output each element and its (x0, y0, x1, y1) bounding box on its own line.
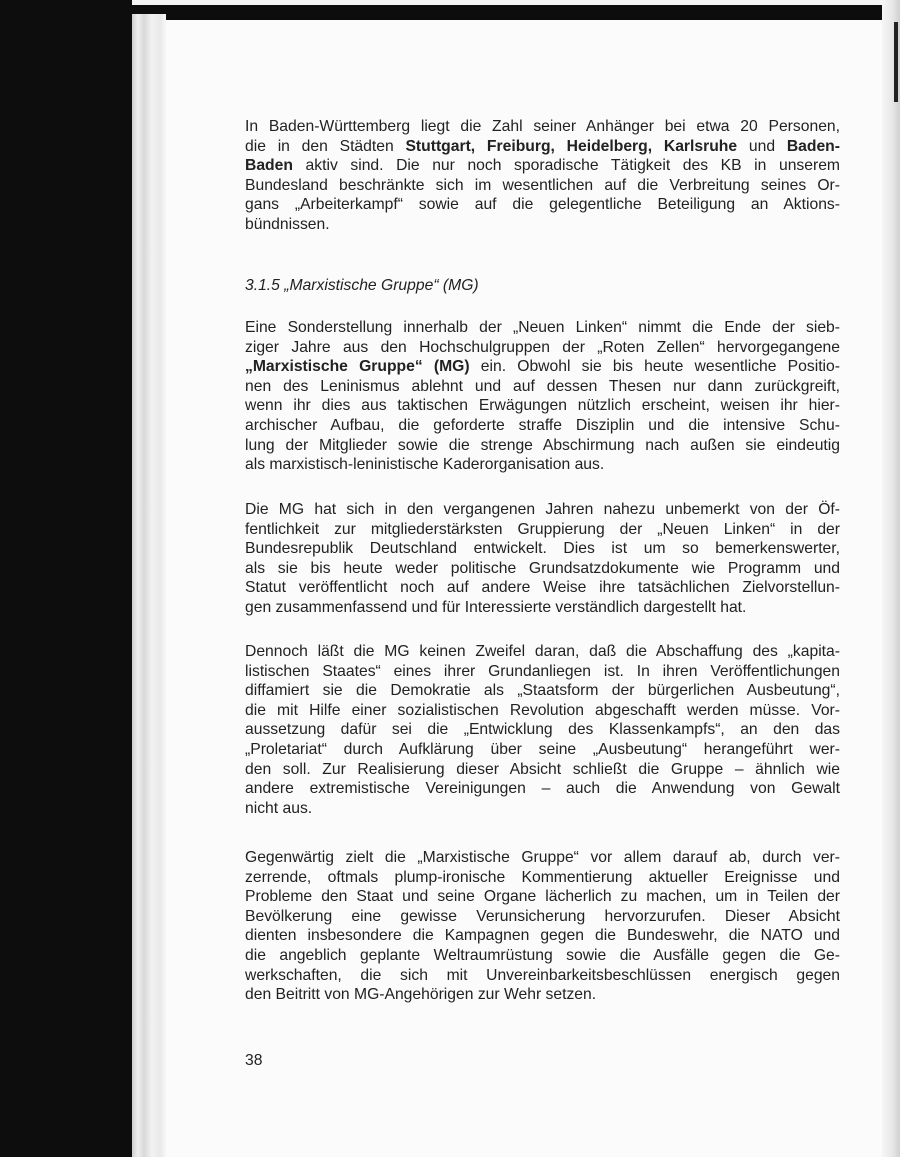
text-line: nicht aus. (245, 799, 313, 817)
paragraph-1 (245, 117, 840, 235)
page-stack-edge (132, 14, 166, 1157)
text-line: lung der Mitglieder sowie die strenge Abschirmung nach außen sie eindeutig (245, 436, 840, 454)
text-line: Eine Sonderstellung innerhalb der „Neuen Linken“ nimmt die Ende der sieb- (245, 319, 840, 336)
text-line: In Baden-Württemberg liegt die Zahl seiner Anhänger bei etwa 20 Personen, (245, 118, 840, 135)
text-line: werkschaften, die sich mit Unvereinbarkeitsbeschlüssen energisch gegen (245, 966, 840, 984)
scan-left-border (0, 0, 132, 1157)
text-line: Die MG hat sich in den vergangenen Jahren nahezu unbemerkt von der Öf- (245, 501, 840, 518)
text-line: bündnissen. (245, 215, 330, 233)
text-line: gans „Arbeiterkampf“ sowie auf die gelegentliche Beteiligung an Aktions- (245, 196, 840, 214)
text-line: die in den Städten Stuttgart, Freiburg, Heidelberg, Karlsruhe und Baden- (245, 137, 840, 155)
text-line: dienten insbesondere die Kampagnen gegen die Bundeswehr, die NATO und (245, 927, 840, 945)
text-line: Bevölkerung eine gewisse Verunsicherung hervorzurufen. Dieser Absicht (245, 907, 840, 925)
page-number: 38 (245, 1052, 263, 1069)
text-line: Bundesrepublik Deutschland entwickelt. Dies ist um so bemerkenswerter, (245, 540, 840, 558)
text-line: Baden aktiv sind. Die nur noch sporadische Tätigkeit des KB in unserem (245, 157, 840, 175)
section-heading: 3.1.5 „Marxistische Gruppe“ (MG) (245, 277, 479, 294)
text-line: gen zusammenfassend und für Interessierte verständlich dargestellt hat. (245, 598, 747, 616)
text-line: ziger Jahre aus den Hochschulgruppen der „Roten Zellen“ hervorgegangene (245, 338, 840, 356)
scan-right-mark (894, 22, 898, 102)
text-line: wenn ihr dies aus taktischen Erwägungen nützlich erscheint, weisen ihr hier- (245, 397, 840, 415)
paragraph-2 (245, 318, 840, 475)
text-line: den Beitritt von MG-Angehörigen zur Wehr setzen. (245, 986, 597, 1004)
text-line: aussetzung dafür sei die „Entwicklung des Klassenkampfs“, an den das (245, 721, 840, 739)
scan-right-border (882, 0, 900, 1157)
text-line: den soll. Zur Realisierung dieser Absicht schließt die Gruppe – ähnlich wie (245, 760, 840, 778)
text-line: Probleme den Staat und seine Organe lächerlich zu machen, um in Teilen der (245, 888, 840, 906)
text-line: die angeblich geplante Weltraumrüstung sowie die Ausfälle gegen die Ge- (245, 946, 840, 964)
text-line: Dennoch läßt die MG keinen Zweifel daran, daß die Abschaffung des „kapita- (245, 643, 840, 660)
text-line: die mit Hilfe einer sozialistischen Revolution abgeschafft werden müsse. Vor- (245, 701, 840, 719)
text-line: listischen Staates“ eines ihrer Grundanliegen ist. In ihren Veröffentlichungen (245, 662, 840, 680)
text-line: „Marxistische Gruppe“ (MG) ein. Obwohl sie bis heute wesentliche Positio- (245, 358, 840, 376)
paragraph-4 (245, 642, 840, 818)
text-line: fentlichkeit zur mitgliederstärksten Gruppierung der „Neuen Linken“ in der (245, 520, 840, 538)
text-line: diffamiert sie die Demokratie als „Staatsform der bürgerlichen Ausbeutung“, (245, 682, 840, 700)
paragraph-5 (245, 848, 840, 1005)
text-line: als marxistisch-leninistische Kaderorganisation aus. (245, 456, 605, 474)
text-line: Statut veröffentlicht noch auf andere Weise ihre tatsächlichen Zielvorstellun- (245, 579, 840, 597)
text-line: „Proletariat“ durch Aufklärung über seine „Ausbeutung“ herangeführt wer- (245, 740, 840, 758)
text-line: andere extremistische Vereinigungen – auch die Anwendung von Gewalt (245, 780, 840, 798)
text-line: Bundesland beschränkte sich im wesentlichen auf die Verbreitung seines Or- (245, 176, 840, 194)
text-line: archischer Aufbau, die geforderte straffe Disziplin und die intensive Schu- (245, 416, 840, 434)
text-line: Gegenwärtig zielt die „Marxistische Gruppe“ vor allem darauf ab, durch ver- (245, 849, 840, 866)
text-line: als sie bis heute weder politische Grundsatzdokumente wie Programm und (245, 559, 840, 577)
paragraph-3 (245, 500, 840, 618)
text-line: nen des Leninismus ablehnt und auf dessen Thesen nur dann zurückgreift, (245, 377, 840, 395)
text-line: zerrende, oftmals plump-ironische Kommentierung aktueller Ereignisse und (245, 868, 840, 886)
